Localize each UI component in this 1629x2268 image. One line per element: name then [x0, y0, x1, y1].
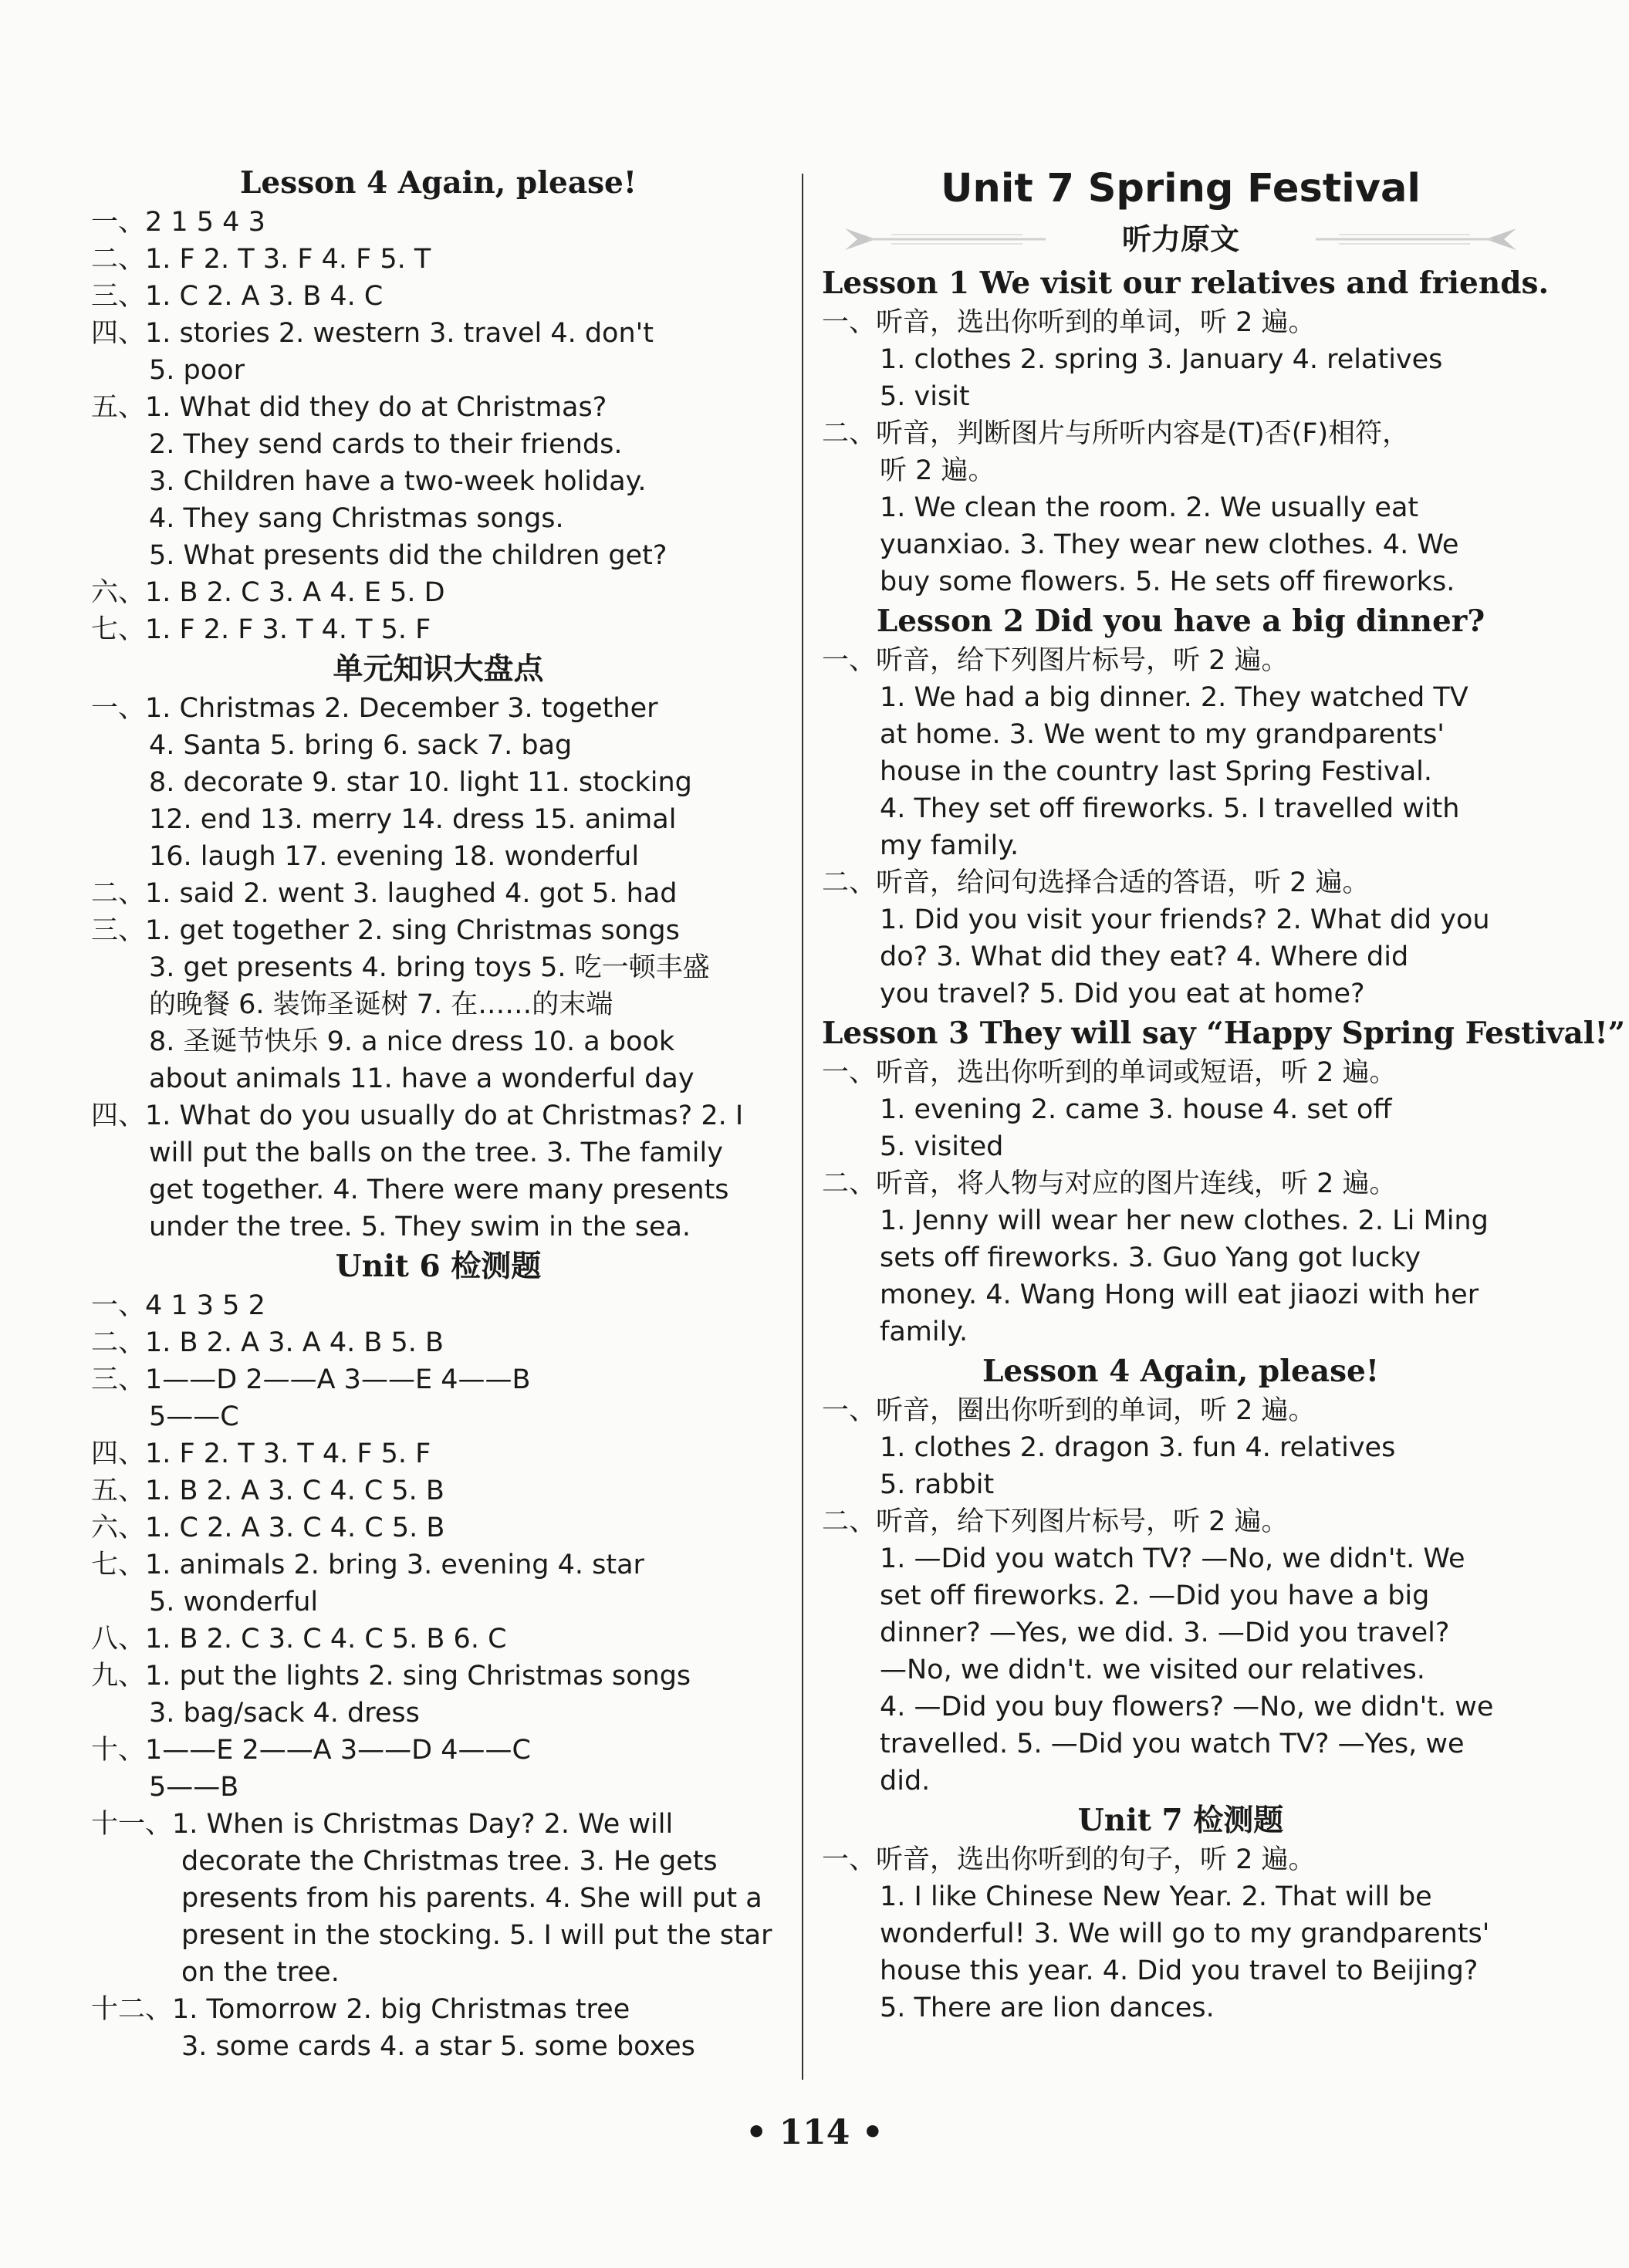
answer-line: 5. wonderful	[149, 1587, 319, 1617]
answer-line: 十二、1. Tomorrow 2. big Christmas tree	[91, 1994, 630, 2025]
answer-line: 5——C	[149, 1401, 239, 1432]
column-divider	[802, 174, 803, 2080]
script-line: 二、听音，将人物与对应的图片连线，听 2 遍。	[822, 1168, 1397, 1199]
answer-line: 十、1——E 2——A 3——D 4——C	[91, 1735, 531, 1766]
script-line: house in the country last Spring Festival.	[880, 756, 1433, 787]
answer-line: 3. Children have a two-week holiday.	[149, 466, 647, 497]
script-line: family.	[880, 1317, 968, 1347]
answer-line: 四、1. stories 2. western 3. travel 4. don't	[91, 318, 654, 349]
script-line: 1. We clean the room. 2. We usually eat	[880, 492, 1419, 523]
answer-line: 二、1. said 2. went 3. laughed 4. got 5. had	[91, 878, 678, 909]
lesson4-review-heading: Lesson 4 Again, please!	[982, 1354, 1379, 1389]
script-line: set off fireworks. 2. —Did you have a big	[880, 1580, 1430, 1611]
answer-line: 3. some cards 4. a star 5. some boxes	[181, 2031, 695, 2062]
answer-line: presents from his parents. 4. She will put a	[181, 1883, 762, 1914]
page-number: • 114 •	[745, 2113, 884, 2152]
lesson4-script	[822, 1392, 1539, 1800]
answer-line: 一、4 1 3 5 2	[91, 1290, 265, 1321]
answer-line: 三、1. get together 2. sing Christmas songs	[91, 915, 680, 946]
answer-line: 八、1. B 2. C 3. C 4. C 5. B 6. C	[91, 1624, 507, 1655]
answer-line: 七、1. animals 2. bring 3. evening 4. star	[91, 1550, 644, 1580]
answer-line: 四、1. What do you usually do at Christmas? 2. I	[91, 1100, 744, 1131]
script-line: 一、听音，圈出你听到的单词，听 2 遍。	[822, 1395, 1316, 1426]
left-column	[91, 162, 786, 2065]
answer-line: 3. get presents 4. bring toys 5. 吃一顿丰盛	[149, 952, 710, 983]
answer-line: 一、1. Christmas 2. December 3. together	[91, 693, 658, 724]
script-line: money. 4. Wang Hong will eat jiaozi with her	[880, 1279, 1479, 1310]
script-line: 4. —Did you buy flowers? —No, we didn't. we	[880, 1692, 1494, 1722]
lesson3-script	[822, 1054, 1539, 1350]
answer-line: 三、1——D 2——A 3——E 4——B	[91, 1364, 531, 1395]
answer-line: will put the balls on the tree. 3. The family	[149, 1137, 723, 1168]
answer-line: 16. laugh 17. evening 18. wonderful	[149, 841, 640, 872]
answer-line: 七、1. F 2. F 3. T 4. T 5. F	[91, 614, 431, 645]
answer-line: 十一、1. When is Christmas Day? 2. We will	[91, 1809, 674, 1840]
unit6-test-heading: Unit 6 检测题	[335, 1249, 542, 1284]
script-line: 1. I like Chinese New Year. 2. That will be	[880, 1881, 1432, 1912]
unit7-test-script	[822, 1841, 1539, 2026]
script-line: travelled. 5. —Did you watch TV? —Yes, we	[880, 1729, 1465, 1759]
script-line: 二、听音，判断图片与所听内容是(T)否(F)相符，	[822, 418, 1410, 449]
lesson4-heading: Lesson 4 Again, please!	[240, 165, 637, 201]
answer-line: 2. They send cards to their friends.	[149, 429, 623, 460]
script-line: my family.	[880, 830, 1019, 861]
script-line: 5. visit	[880, 381, 970, 412]
answer-line: 二、1. F 2. T 3. F 4. F 5. T	[91, 244, 431, 275]
answer-line: decorate the Christmas tree. 3. He gets	[181, 1846, 718, 1877]
unit-review-answers	[91, 690, 786, 1246]
answer-line: 4. They sang Christmas songs.	[149, 503, 564, 534]
script-line: wonderful! 3. We will go to my grandparents'	[880, 1918, 1490, 1949]
lesson4-answers	[91, 204, 786, 648]
script-line: dinner? —Yes, we did. 3. —Did you travel?	[880, 1617, 1450, 1648]
script-line: 1. We had a big dinner. 2. They watched TV	[880, 682, 1468, 713]
answer-line: 六、1. B 2. C 3. A 4. E 5. D	[91, 577, 445, 608]
right-ornament-icon	[1308, 227, 1516, 252]
answer-line: 三、1. C 2. A 3. B 4. C	[91, 281, 384, 312]
unit6-test-answers	[91, 1287, 786, 2065]
script-line: 1. Jenny will wear her new clothes. 2. Li Ming	[880, 1205, 1489, 1236]
script-line: 1. clothes 2. dragon 3. fun 4. relatives	[880, 1432, 1396, 1463]
right-column	[822, 162, 1626, 2026]
script-line: did.	[880, 1766, 931, 1796]
script-line: house this year. 4. Did you travel to Beijing?	[880, 1955, 1479, 1986]
answer-line: 五、1. What did they do at Christmas?	[91, 392, 607, 423]
answer-line: about animals 11. have a wonderful day	[149, 1063, 695, 1094]
script-line: sets off fireworks. 3. Guo Yang got lucky	[880, 1242, 1421, 1273]
lesson1-script	[822, 304, 1539, 600]
left-ornament-icon	[845, 227, 1053, 252]
answer-line: 一、2 1 5 4 3	[91, 207, 265, 238]
answer-line: 8. 圣诞节快乐 9. a nice dress 10. a book	[149, 1026, 675, 1057]
script-line: 听 2 遍。	[880, 455, 995, 486]
answer-line: 5. poor	[149, 355, 245, 386]
script-line: you travel? 5. Did you eat at home?	[880, 979, 1365, 1009]
listening-script-banner	[822, 216, 1539, 262]
script-line: 一、听音，选出你听到的句子，听 2 遍。	[822, 1844, 1316, 1875]
unit7-test-heading: Unit 7 检测题	[1077, 1803, 1284, 1838]
script-line: 二、听音，给下列图片标号，听 2 遍。	[822, 1506, 1289, 1537]
answer-line: 3. bag/sack 4. dress	[149, 1698, 420, 1729]
script-line: 1. Did you visit your friends? 2. What did you	[880, 904, 1490, 935]
answer-line: 九、1. put the lights 2. sing Christmas songs	[91, 1661, 691, 1692]
answer-line: 5——B	[149, 1772, 239, 1803]
script-line: 1. —Did you watch TV? —No, we didn't. We	[880, 1543, 1465, 1574]
answer-line: present in the stocking. 5. I will put the star	[181, 1920, 772, 1951]
lesson1-heading: Lesson 1 We visit our relatives and friends.	[822, 265, 1550, 301]
banner-label: 听力原文	[1121, 222, 1239, 256]
script-line: 5. rabbit	[880, 1469, 995, 1500]
script-line: 4. They set off fireworks. 5. I travelled with	[880, 793, 1460, 824]
script-line: 一、听音，选出你听到的单词，听 2 遍。	[822, 307, 1316, 338]
lesson2-heading: Lesson 2 Did you have a big dinner?	[876, 603, 1485, 639]
answer-line: under the tree. 5. They swim in the sea.	[149, 1212, 691, 1242]
unit-review-heading: 单元知识大盘点	[333, 651, 544, 687]
script-line: do? 3. What did they eat? 4. Where did	[880, 941, 1409, 972]
lesson2-script	[822, 642, 1539, 1012]
answer-line: 的晚餐 6. 装饰圣诞树 7. 在……的末端	[149, 989, 613, 1020]
answer-line: 六、1. C 2. A 3. C 4. C 5. B	[91, 1513, 445, 1543]
script-line: 1. clothes 2. spring 3. January 4. relatives	[880, 344, 1443, 375]
script-line: 5. There are lion dances.	[880, 1993, 1215, 2023]
script-line: —No, we didn't. we visited our relatives.	[880, 1655, 1425, 1685]
unit7-title: Unit 7 Spring Festival	[941, 166, 1421, 211]
script-line: yuanxiao. 3. They wear new clothes. 4. We	[880, 529, 1459, 560]
script-line: 5. visited	[880, 1131, 1004, 1162]
answer-line: 四、1. F 2. T 3. T 4. F 5. F	[91, 1438, 431, 1469]
answer-line: 5. What presents did the children get?	[149, 540, 667, 571]
script-line: 一、听音，给下列图片标号，听 2 遍。	[822, 645, 1289, 676]
script-line: buy some flowers. 5. He sets off fireworks.	[880, 566, 1455, 597]
lesson3-heading: Lesson 3 They will say “Happy Spring Festival!”	[822, 1016, 1626, 1051]
answer-line: on the tree.	[181, 1957, 340, 1988]
script-line: 二、听音，给问句选择合适的答语，听 2 遍。	[822, 867, 1370, 898]
answer-line: 4. Santa 5. bring 6. sack 7. bag	[149, 730, 573, 761]
answer-line: 二、1. B 2. A 3. A 4. B 5. B	[91, 1327, 444, 1358]
answer-line: 12. end 13. merry 14. dress 15. animal	[149, 804, 677, 835]
script-line: 一、听音，选出你听到的单词或短语，听 2 遍。	[822, 1057, 1397, 1088]
answer-line: get together. 4. There were many presents	[149, 1175, 729, 1205]
answer-line: 8. decorate 9. star 10. light 11. stocking	[149, 767, 692, 798]
script-line: at home. 3. We went to my grandparents'	[880, 719, 1445, 750]
script-line: 1. evening 2. came 3. house 4. set off	[880, 1094, 1392, 1125]
answer-line: 五、1. B 2. A 3. C 4. C 5. B	[91, 1475, 444, 1506]
